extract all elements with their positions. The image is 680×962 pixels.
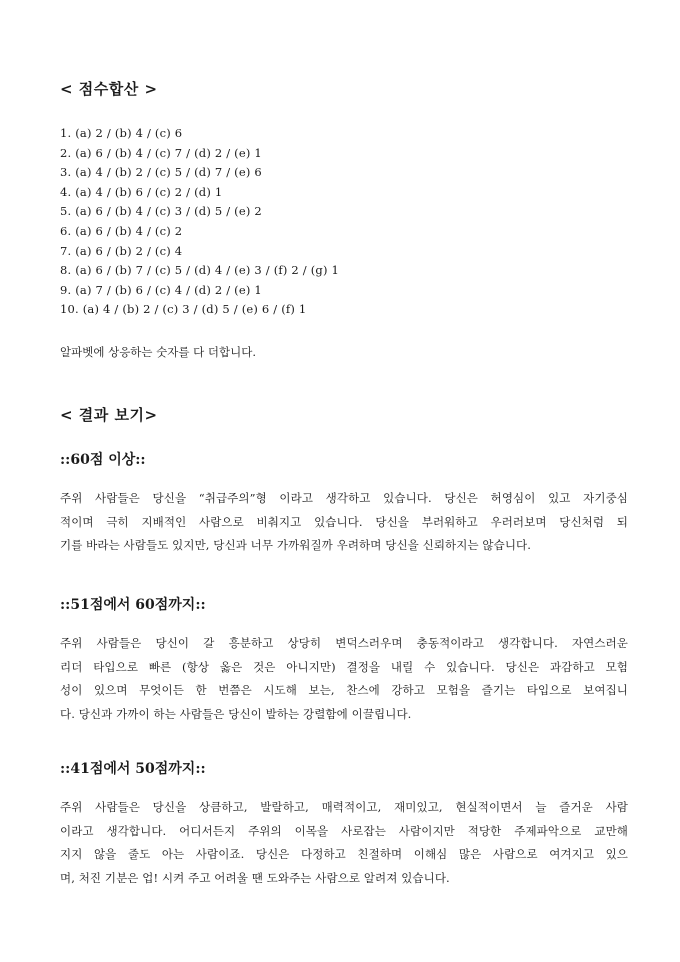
score-item: 6. (a) 6 / (b) 4 / (c) 2 [60, 223, 183, 238]
result-description-51-60 [60, 632, 628, 726]
result-line: 기를 바라는 사람들도 있지만, 당신과 너무 가까워질까 우려하며 당신을 신뢰하지는 않습니다. [60, 538, 532, 552]
score-item: 1. (a) 2 / (b) 4 / (c) 6 [60, 126, 183, 140]
score-item: 3. (a) 4 / (b) 2 / (c) 5 / (d) 7 / (e) 6 [60, 165, 262, 180]
result-line: 주위 사람들은 당신을 상큼하고, 발랄하고, 매력적이고, 재미있고, 현실적이면서 늘 즐거운 사람 [60, 800, 628, 814]
result-line: 다. 당신과 가까이 하는 사람들은 당신이 발하는 강렬함에 이끌립니다. [60, 706, 412, 721]
result-section-title: < 결과 보기> [60, 406, 158, 424]
result-description-41-50 [60, 796, 628, 890]
result-line: 성이 있으며 무엇이든 한 번쯤은 시도해 보는, 찬스에 강하고 모험을 즐기는 타입으로 보여집니 [60, 683, 628, 697]
score-item: 4. (a) 4 / (b) 6 / (c) 2 / (d) 1 [60, 184, 223, 199]
result-description-60-plus [60, 487, 628, 558]
score-instruction: 알파벳에 상응하는 숫자를 다 더합니다. [60, 345, 257, 359]
score-item: 5. (a) 6 / (b) 4 / (c) 3 / (d) 5 / (e) 2 [60, 204, 262, 219]
score-item: 9. (a) 7 / (b) 6 / (c) 4 / (d) 2 / (e) 1 [60, 282, 262, 297]
result-line: 주위 사람들은 당신을 “취급주의”형 이라고 생각하고 있습니다. 당신은 허영심이 있고 자기중심 [60, 491, 628, 505]
score-item: 7. (a) 6 / (b) 2 / (c) 4 [60, 243, 183, 258]
score-item: 10. (a) 4 / (b) 2 / (c) 3 / (d) 5 / (e) 6 / (f) 1 [60, 302, 307, 317]
score-list [60, 124, 339, 320]
score-section-title: < 점수합산 > [60, 80, 158, 98]
result-heading-41-50: ::41점에서 50점까지:: [60, 761, 206, 777]
result-heading-60-plus: ::60점 이상:: [60, 452, 146, 468]
score-item: 2. (a) 6 / (b) 4 / (c) 7 / (d) 2 / (e) 1 [60, 145, 262, 160]
result-line: 며, 처진 기분은 업! 시켜 주고 어려울 땐 도와주는 사람으로 알려져 있습니다. [60, 870, 450, 885]
score-item: 8. (a) 6 / (b) 7 / (c) 5 / (d) 4 / (e) 3 / (f) 2 / (g) 1 [60, 263, 340, 278]
result-line: 주위 사람들은 당신이 갈 흥분하고 상당히 변덕스러우며 충동적이라고 생각합니다. 자연스러운 [60, 636, 628, 650]
result-line: 지지 않을 줄도 아는 사람이죠. 당신은 다정하고 친절하며 이해심 많은 사람으로 여겨지고 있으 [60, 847, 628, 861]
result-line: 이라고 생각합니다. 어디서든지 주위의 이목을 사로잡는 사람이지만 적당한 주제파악으로 교만해 [60, 823, 628, 838]
result-heading-51-60: ::51점에서 60점까지:: [60, 597, 206, 613]
result-line: 적이며 극히 지배적인 사람으로 비춰지고 있습니다. 당신을 부러워하고 우러러보며 당신처럼 되 [60, 514, 628, 529]
result-line: 리더 타입으로 빠른 (항상 옳은 것은 아니지만) 결정을 내릴 수 있습니다. 당신은 과감하고 모험 [60, 659, 628, 674]
